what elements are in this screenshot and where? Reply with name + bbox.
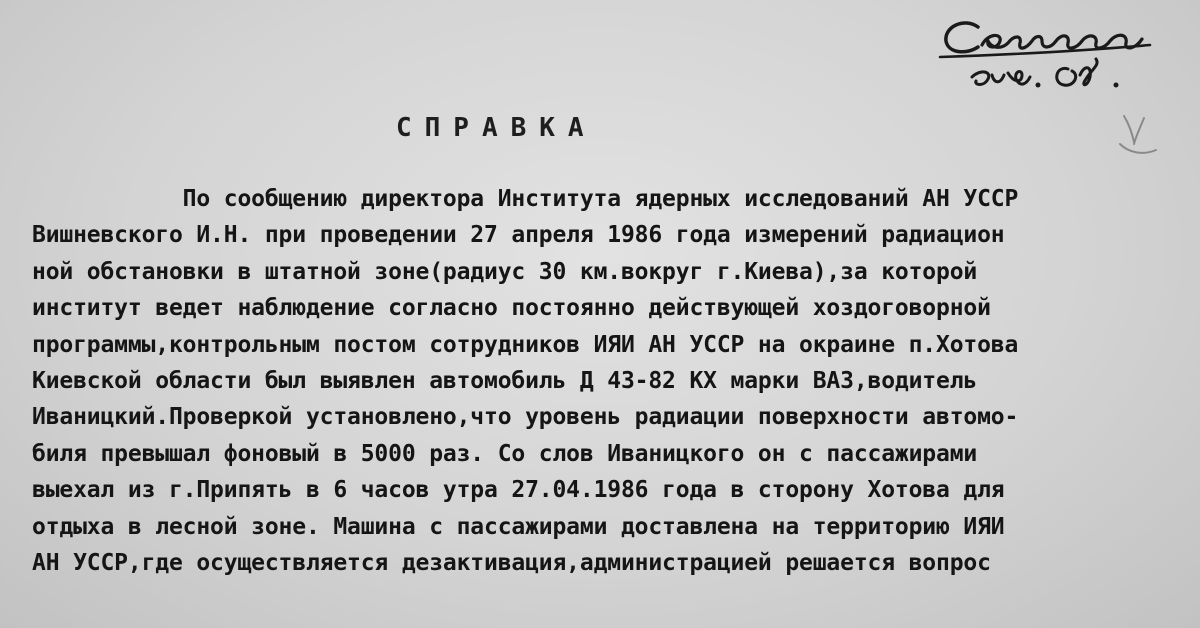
- secrecy-stamp: [930, 5, 1170, 100]
- document-title: СПРАВКА: [396, 113, 597, 143]
- text-line: институт ведет наблюдение согласно постоянно действующей хоздоговорной: [32, 293, 991, 322]
- pencil-check-mark-icon: [1110, 112, 1162, 162]
- text-line: По сообщению директора Института ядерных исследований АН УССР: [32, 184, 1019, 212]
- text-line: отдыха в лесной зоне. Машина с пассажирами доставлена на территорию ИЯИ: [32, 511, 1005, 540]
- text-line: Иваницкий.Проверкой установлено,что уровень радиации поверхности автомо-: [32, 402, 1019, 431]
- text-line: выехал из г.Припять в 6 часов утра 27.04.1986 года в сторону Хотова для: [32, 475, 1005, 504]
- text-line: ной обстановки в штатной зоне(радиус 30 км.вокруг г.Киева),за которой: [32, 256, 978, 285]
- text-line: Киевской области был выявлен автомобиль Д 43-82 КХ марки ВАЗ,водитель: [32, 365, 978, 394]
- document-body: [32, 180, 1200, 580]
- text-line: биля превышал фоновый в 5000 раз. Со слов Иваницкого он с пассажирами: [32, 438, 978, 467]
- text-line: программы,контрольным постом сотрудников ИЯИ АН УССР на окраине п.Хотова: [32, 329, 1019, 358]
- text-line: Вишневского И.Н. при проведении 27 апреля 1986 года измерений радиацион: [32, 220, 1005, 249]
- handwritten-secrecy-mark: [930, 5, 1170, 100]
- text-line: АН УССР,где осуществляется дезактивация,администрацией решается вопрос: [32, 547, 991, 576]
